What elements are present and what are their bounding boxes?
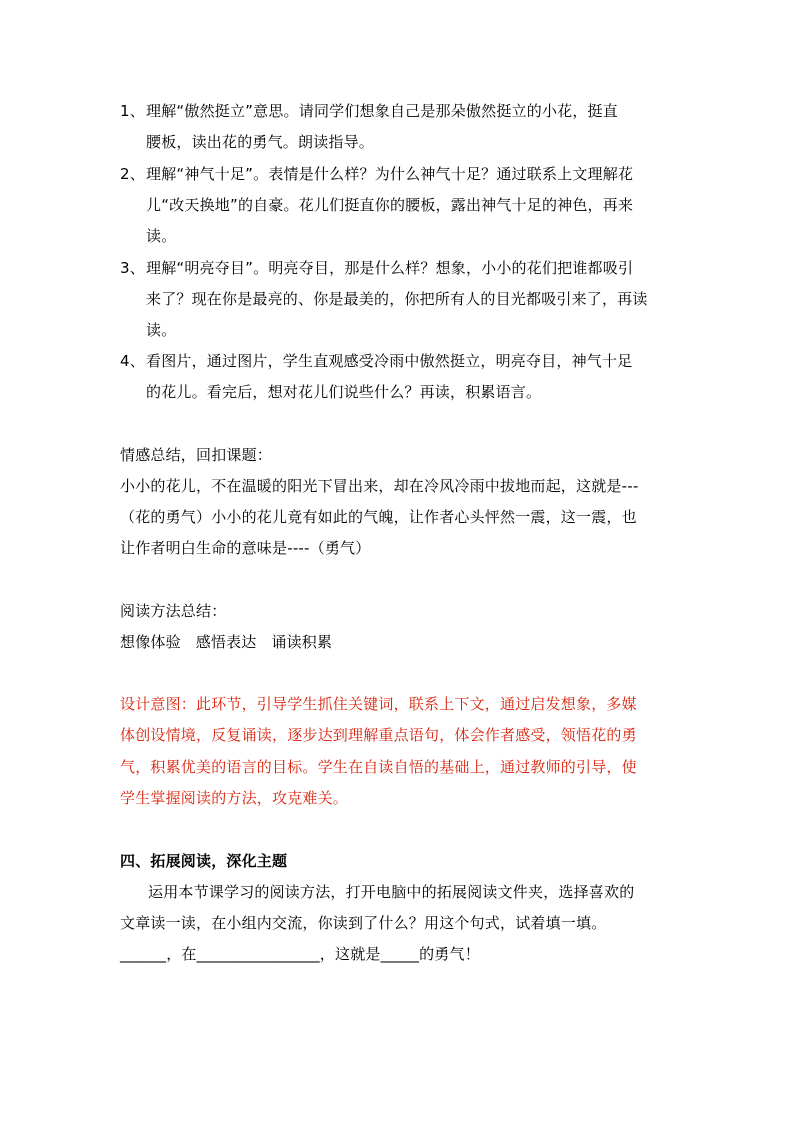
summary-line-2: （花的勇气）小小的花儿竟有如此的气魄，让作者心头怦然一震，这一震，也 [120,508,637,526]
item-text: 理解“明亮夺目”。明亮夺目，那是什么样？想象，小小的花们把谁都吸引 [146,259,634,277]
summary-heading: 情感总结，回扣课题： [120,446,273,464]
item-4-line-1 [120,351,632,371]
method-heading: 阅读方法总结： [120,602,227,620]
item-3-line-2: 来了？现在你是最亮的、你是最美的，你把所有人的目光都吸引来了，再读 [146,290,648,308]
item-1-line-2: 腰板，读出花的勇气。朗读指导。 [146,133,375,151]
section-4-title: 四、拓展阅读，深化主题 [120,852,288,870]
item-text: 理解“傲然挺立”意思。请同学们想象自己是那朵傲然挺立的小花，挺直 [146,102,618,120]
item-3-line-1 [120,258,633,278]
design-line-3: 气，积累优美的语言的目标。学生在自读自悟的基础上，通过教师的引导，使 [120,758,637,776]
item-text: 看图片，通过图片，学生直观感受冷雨中傲然挺立，明亮夺目，神气十足 [146,352,633,370]
fill-in-sentence: ______，在________________，这就是_____的勇气！ [120,945,480,963]
item-number: 2、 [120,165,145,183]
design-line-2: 体创设情境，反复诵读，逐步达到理解重点语句，体会作者感受，领悟花的勇 [120,726,637,744]
design-line-1: 设计意图：此环节，引导学生抓住关键词，联系上下文，通过启发想象，多媒 [120,695,637,713]
item-number: 3、 [120,259,145,277]
item-1-line-1 [120,101,618,121]
summary-line-3: 让作者明白生命的意味是----（勇气） [120,539,371,557]
item-text: 理解“神气十足”。表情是什么样？为什么神气十足？通过联系上文理解花 [146,165,634,183]
section-4-line-2: 文章读一读，在小组内交流，你读到了什么？用这个句式，试着填一填。 [120,914,607,932]
item-number: 1、 [120,102,145,120]
design-line-4: 学生掌握阅读的方法，攻克难关。 [120,789,349,807]
section-4-line-1: 运用本节课学习的阅读方法，打开电脑中的拓展阅读文件夹，选择喜欢的 [148,883,635,901]
item-4-line-2: 的花儿。看完后，想对花儿们说些什么？再读，积累语言。 [146,383,542,401]
item-2-line-3: 读。 [146,227,177,245]
item-2-line-2: 儿“改天换地”的自豪。花儿们挺直你的腰板，露出神气十足的神色，再来 [146,196,634,214]
summary-line-1: 小小的花儿，不在温暖的阳光下冒出来，却在冷风冷雨中拔地而起，这就是--- [120,477,639,495]
item-3-line-3: 读。 [146,321,177,339]
method-text: 想像体验 感悟表达 诵读积累 [120,633,333,651]
item-number: 4、 [120,352,145,370]
item-2-line-1 [120,164,633,184]
